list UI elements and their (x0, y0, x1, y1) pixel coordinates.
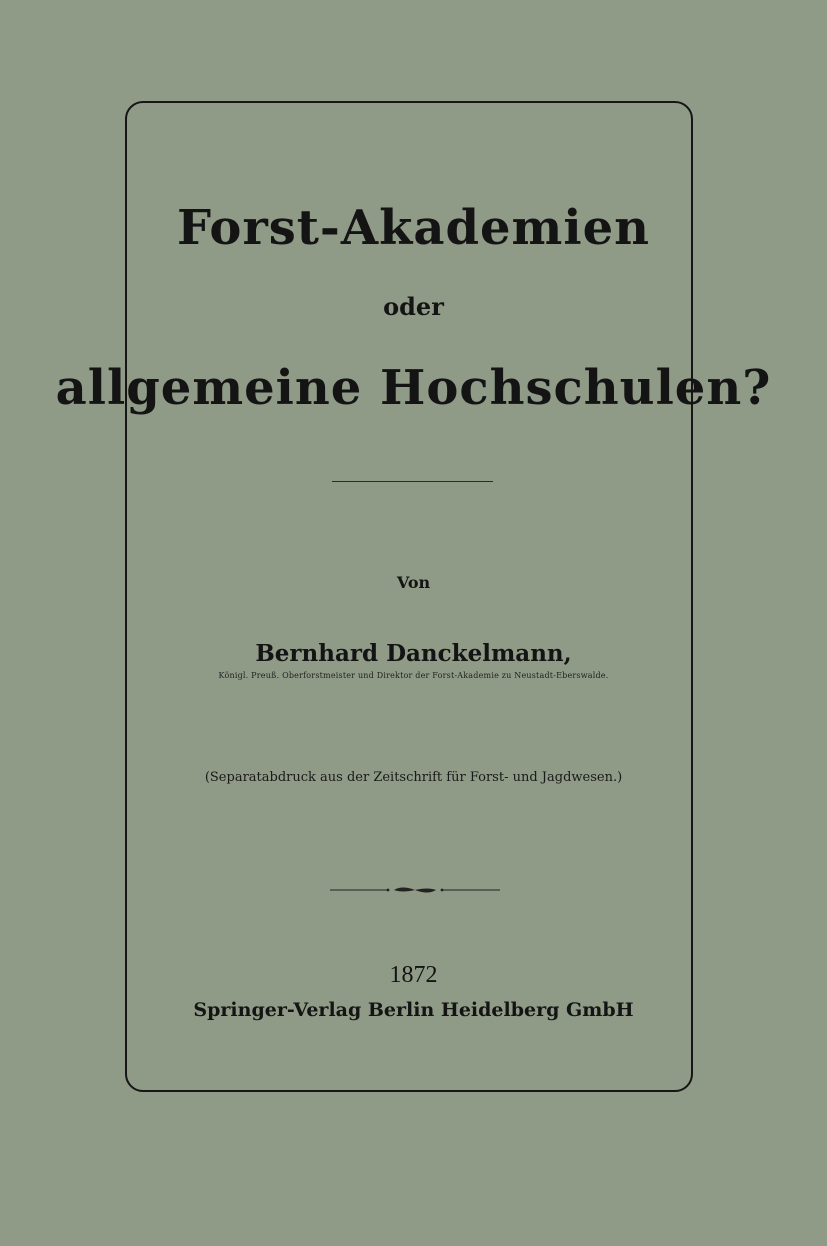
title-divider-rule (332, 481, 493, 482)
ornament-divider-icon (330, 884, 500, 896)
by-label: Von (396, 573, 431, 592)
author-name: Bernhard Danckelmann, (255, 640, 572, 667)
publication-year: 1872 (389, 962, 438, 988)
title-line-1: Forst-Akademien (176, 200, 651, 256)
author-affiliation: Königl. Preuß. Oberforstmeister und Direktor der Forst-Akademie zu Neustadt-Eberswalde. (218, 671, 609, 680)
title-line-2: allgemeine Hochschulen? (55, 360, 772, 416)
reprint-note: (Separatabdruck aus der Zeitschrift für Forst- und Jagdwesen.) (204, 770, 623, 785)
title-connector: oder (383, 292, 444, 321)
publisher-name: Springer-Verlag Berlin Heidelberg GmbH (193, 999, 634, 1021)
